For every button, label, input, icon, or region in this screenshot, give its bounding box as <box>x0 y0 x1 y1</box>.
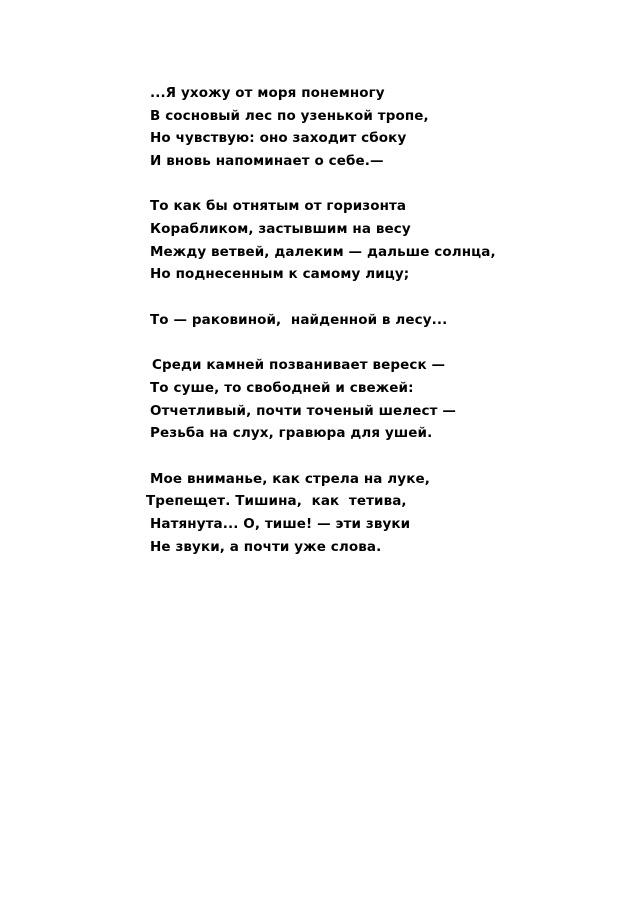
poem-line: Трепещет. Тишина, как тетива, <box>146 493 407 510</box>
poem-line: То суше, то свободней и свежей: <box>150 379 414 396</box>
poem-line: И вновь напоминает о себе.— <box>150 152 384 169</box>
poem-line: ...Я ухожу от моря понемногу <box>150 85 385 101</box>
poem-line: В сосновый лес по узенькой тропе, <box>150 107 429 124</box>
poem-line: Резьба на слух, гравюра для ушей. <box>150 425 433 442</box>
stanza-3 <box>150 309 620 332</box>
poem-text <box>146 82 620 581</box>
poem-line: Не звуки, а почти уже слова. <box>150 538 382 555</box>
stanza-4 <box>150 354 620 444</box>
poem-line: Но поднесенным к самому лицу; <box>150 266 410 283</box>
stanza-2 <box>150 195 620 285</box>
poem-line: Среди камней позванивает вереск — <box>152 357 446 374</box>
stanza-5 <box>146 468 620 558</box>
poem-line: Корабликом, застывшим на весу <box>150 220 411 237</box>
poem-line: Мое вниманье, как стрела на луке, <box>150 470 430 487</box>
poem-line: Отчетливый, почти точеный шелест — <box>150 402 456 419</box>
poem-line: То как бы отнятым от горизонта <box>150 198 407 215</box>
poem-line: То — раковиной, найденной в лесу... <box>150 311 448 328</box>
stanza-1 <box>150 82 620 172</box>
poem-line: Натянута... О, тише! — эти звуки <box>150 515 411 532</box>
poem-line: Между ветвей, далеким — дальше солнца, <box>150 243 496 260</box>
poem-line: Но чувствую: оно заходит сбоку <box>150 130 407 147</box>
